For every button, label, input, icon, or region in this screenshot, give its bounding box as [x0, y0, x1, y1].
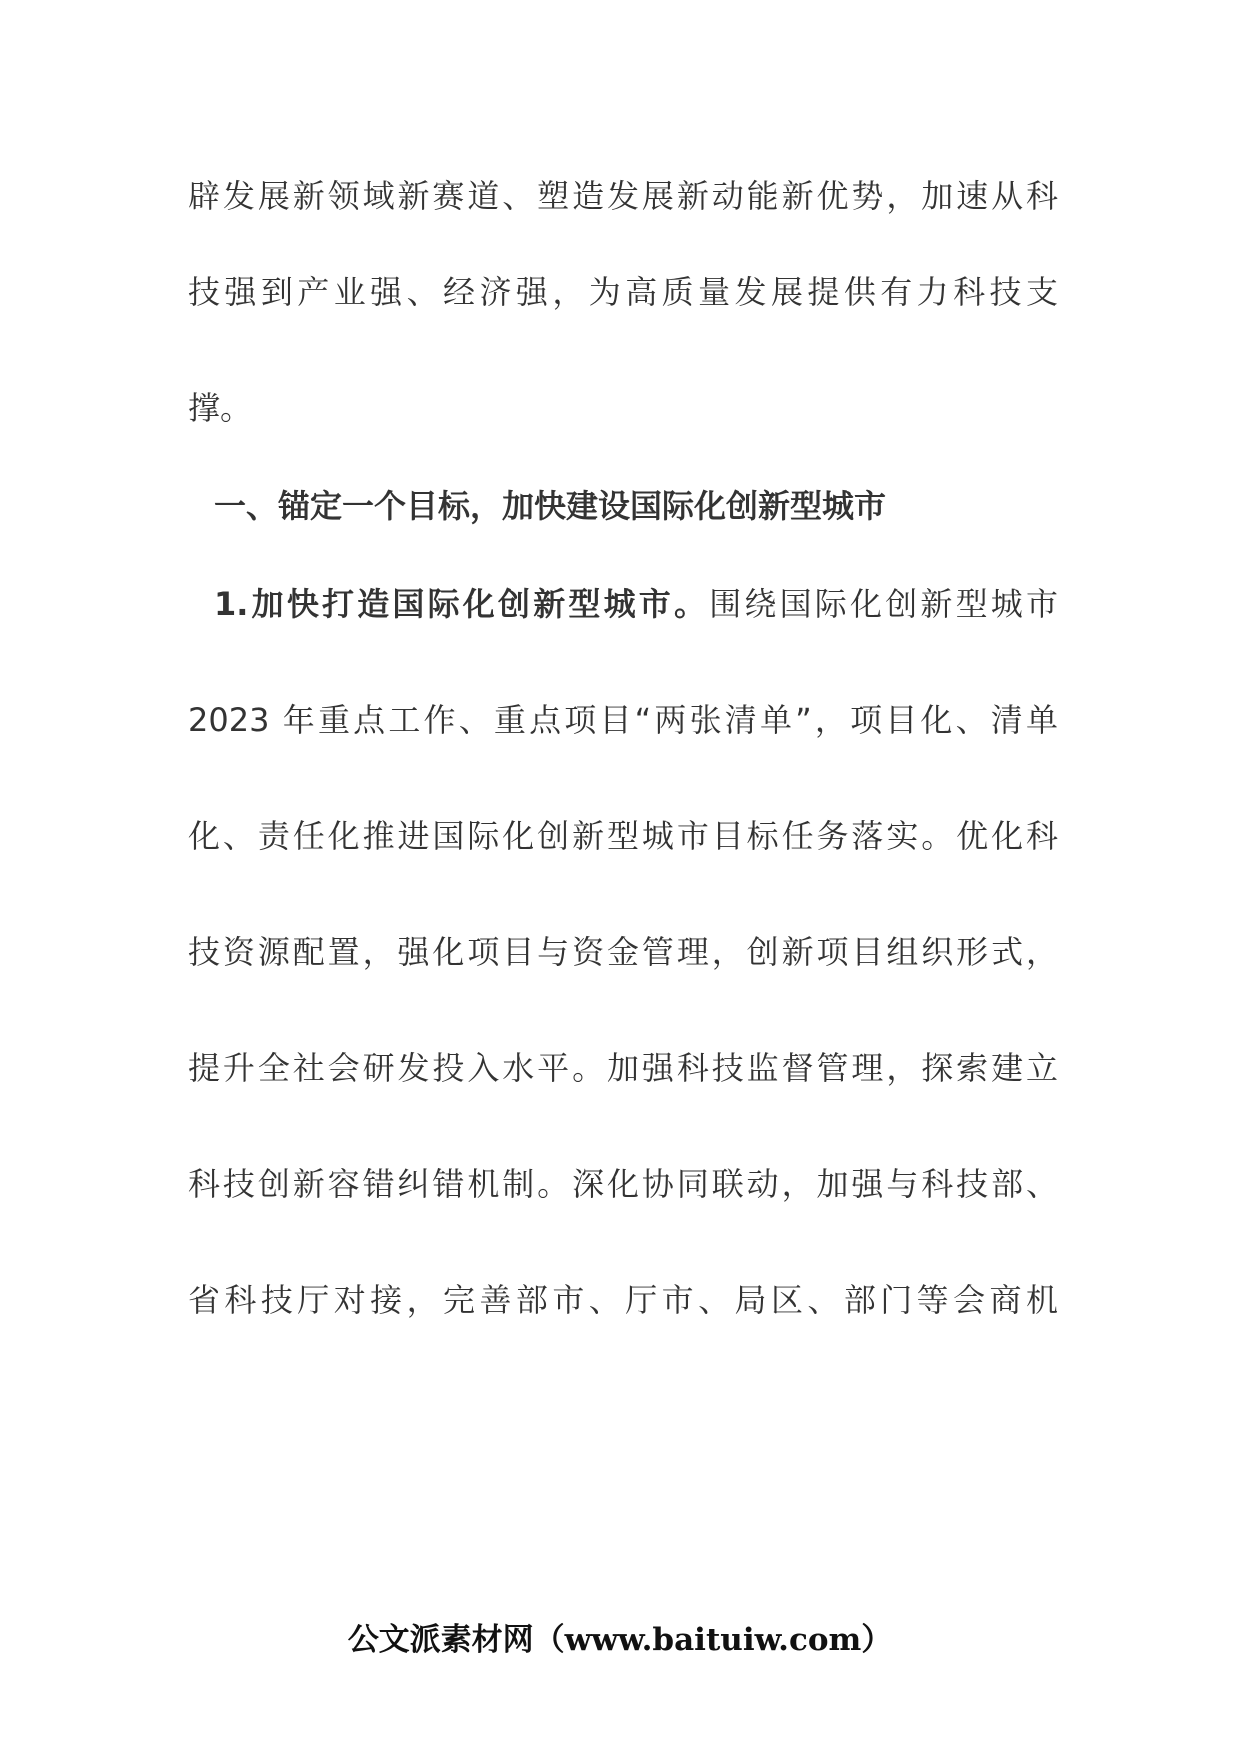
footer-watermark-text: 公文派素材网（www.baituiw.com） [347, 1622, 893, 1658]
item-text: 围绕国际化创新型城市 [709, 585, 1058, 623]
paragraph-line: 技资源配置，强化项目与资金管理，创新项目组织形式， [188, 933, 1058, 971]
paragraph-line: 技强到产业强、经济强，为高质量发展提供有力科技支 [188, 273, 1058, 311]
paragraph-line: 2023 年重点工作、重点项目“两张清单”，项目化、清单 [188, 701, 1058, 739]
paragraph-line: 省科技厅对接，完善部市、厅市、局区、部门等会商机 [188, 1281, 1058, 1319]
paragraph-line: 辟发展新领域新赛道、塑造发展新动能新优势，加速从科 [188, 177, 1058, 215]
item-first-line [214, 584, 1058, 624]
paragraph-line: 提升全社会研发投入水平。加强科技监督管理，探索建立 [188, 1049, 1058, 1087]
section-heading: 一、锚定一个目标，加快建设国际化创新型城市 [214, 487, 887, 525]
paragraph-line: 化、责任化推进国际化创新型城市目标任务落实。优化科 [188, 817, 1058, 855]
paragraph-line: 撑。 [188, 389, 253, 427]
item-title: 1.加快打造国际化创新型城市。 [214, 585, 710, 623]
paragraph-line: 科技创新容错纠错机制。深化协同联动，加强与科技部、 [188, 1165, 1058, 1203]
